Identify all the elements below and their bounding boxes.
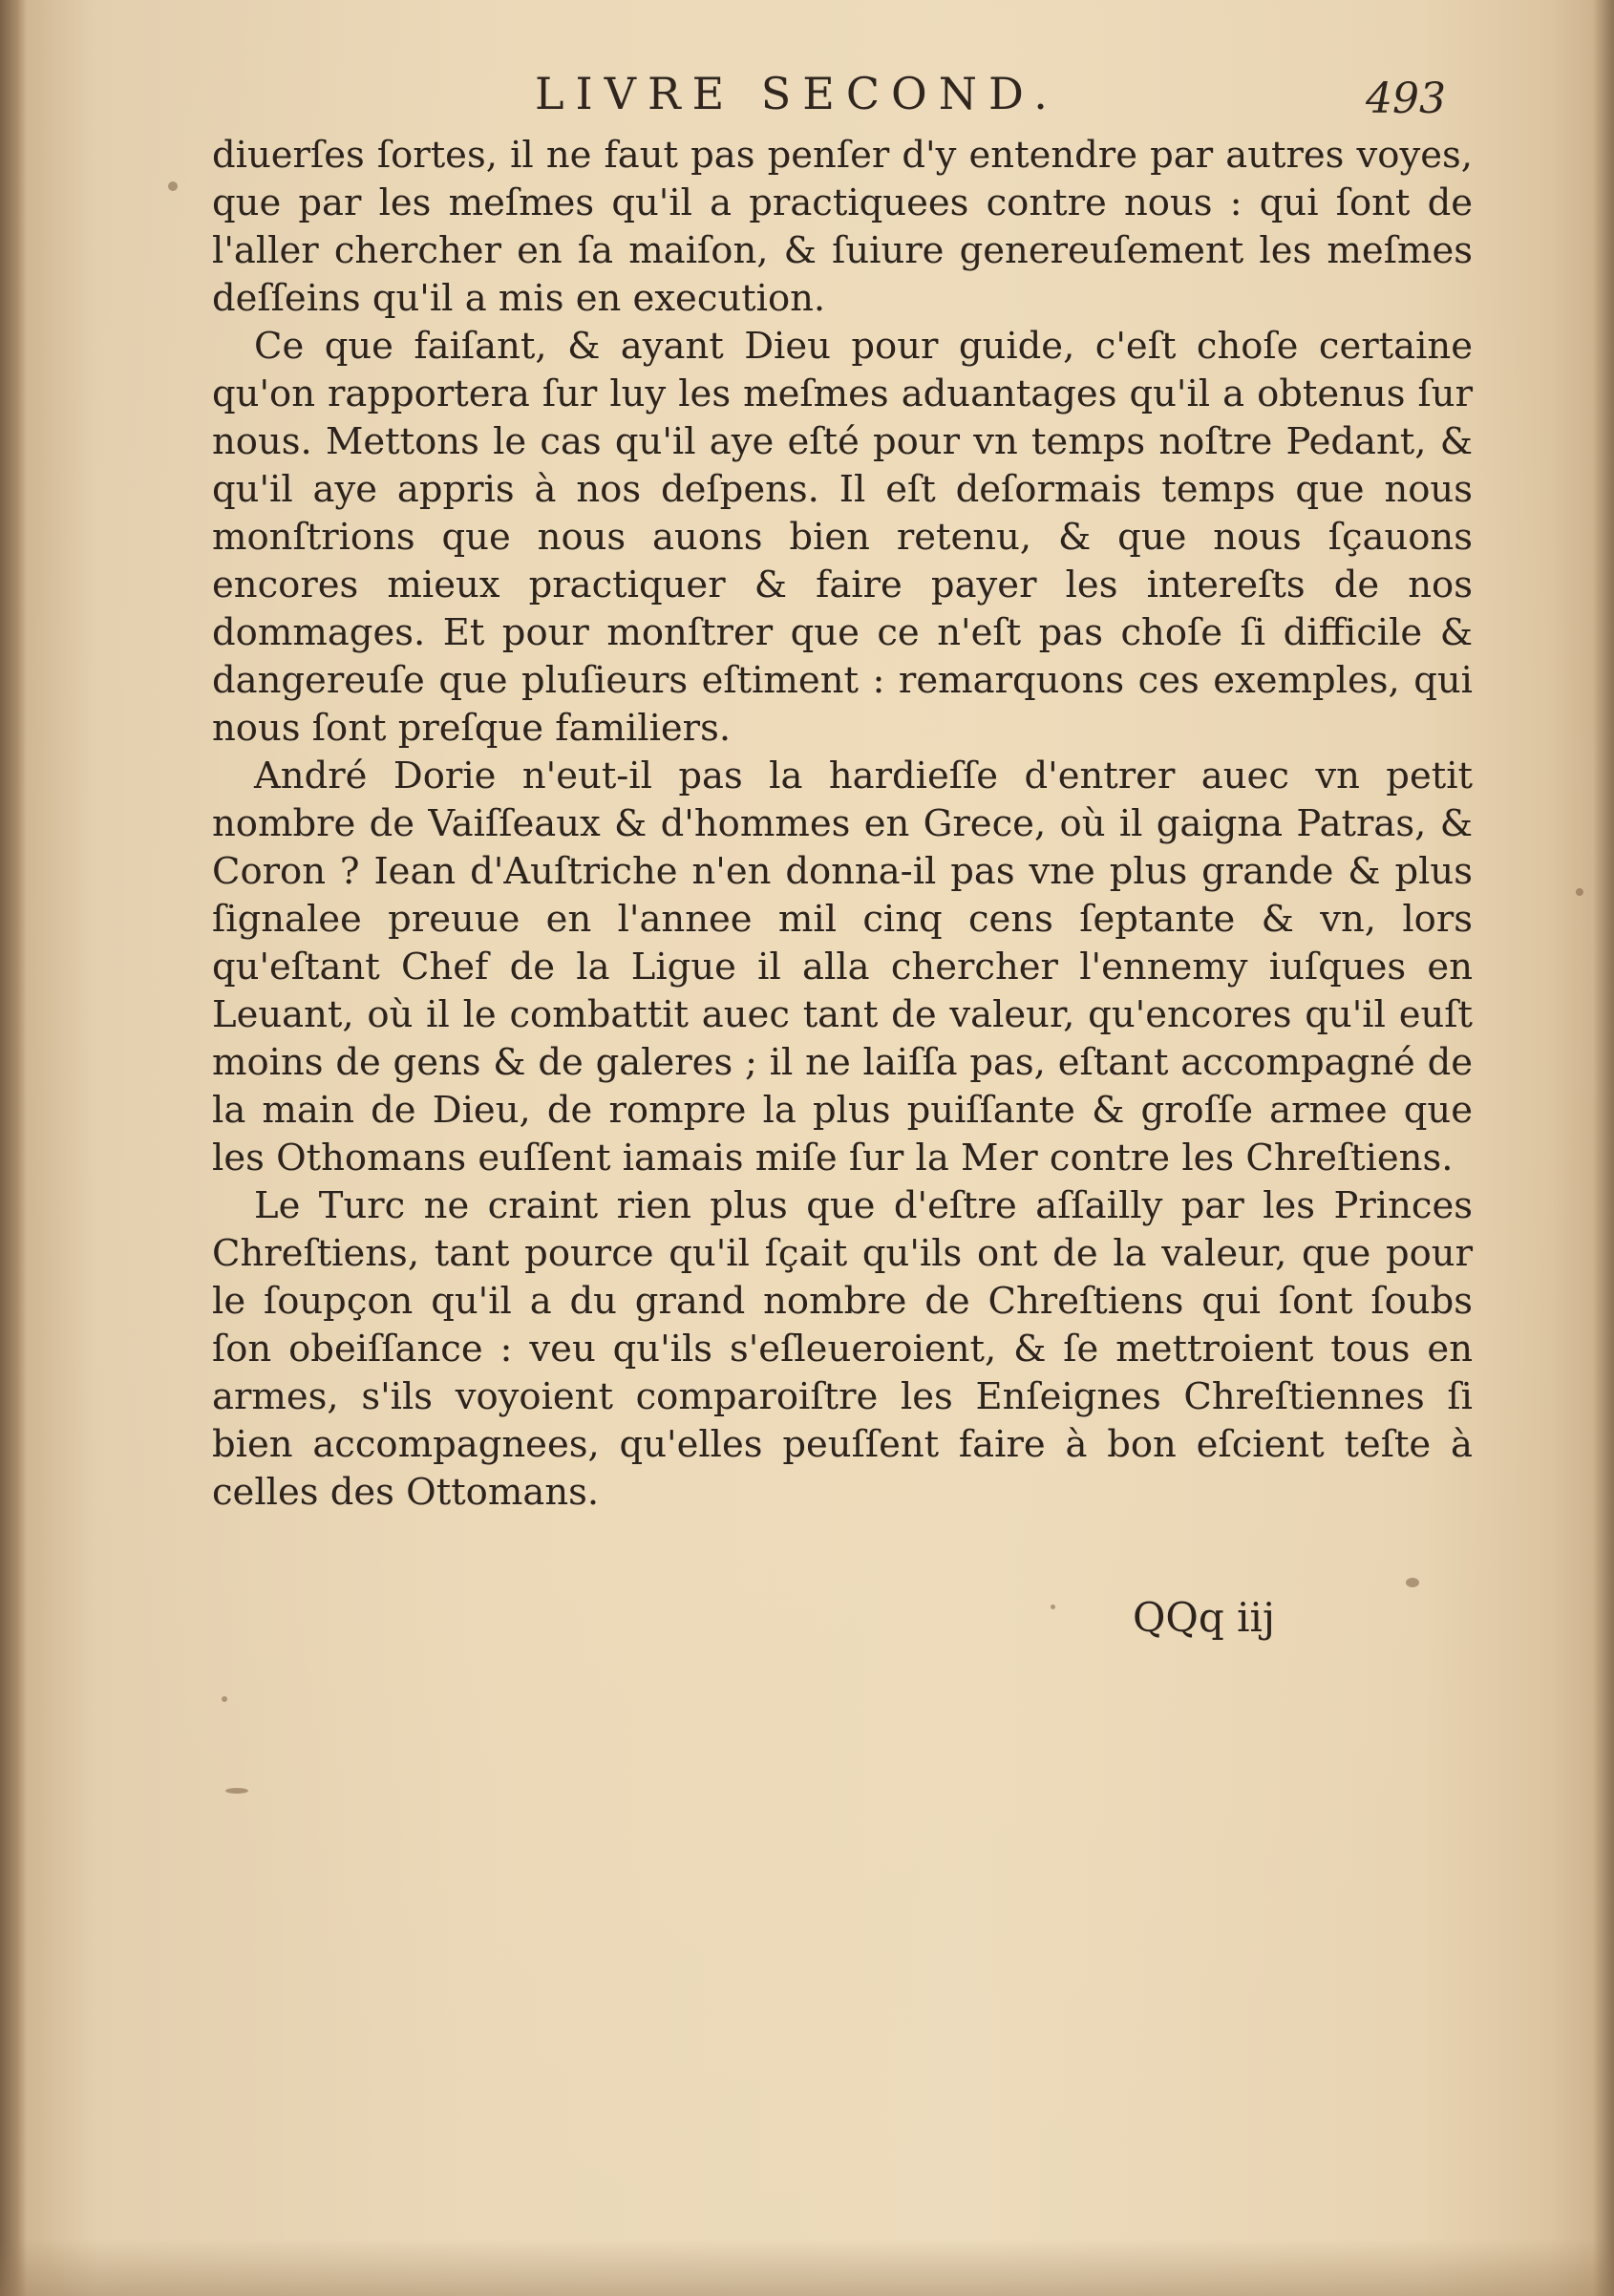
body-text [212, 132, 1473, 1517]
paper-speck [1051, 1605, 1055, 1609]
paper-speck [222, 1696, 227, 1702]
paragraph-4: Le Turc ne craint rien plus que d'eſtre aſſailly par les Princes Chreſtiens, tant pource qu'il ſçait qu'ils ont de la valeur, que pour le ſoupçon qu'il a du grand nombre de Chreſtiens qui ſont ſoubs ſon obeiſſance : veu qu'ils s'eſleueroient, & ſe mettroient tous en armes, s'ils voyoient comparoiſtre les Enſeignes Chreſtiennes ſi bien accompagnees, qu'elles peuſſent faire à bon eſcient teſte à celles des Ottomans. [212, 1184, 1473, 1514]
paragraph-3: André Dorie n'eut-il pas la hardieſſe d'entrer auec vn petit nombre de Vaiſſeaux & d'hommes en Grece, où il gaigna Patras, & Coron ? Iean d'Auſtriche n'en donna-il pas vne plus grande & plus ſignalee preuue en l'annee mil cinq cens ſeptante & vn, lors qu'eſtant Chef de la Ligue il alla chercher l'ennemy iuſques en Leuant, où il le combattit auec tant de valeur, qu'encores qu'il euſt moins de gens & de galeres ; il ne laiſſa pas, eſtant accompagné de la main de Dieu, de rompre la plus puiſſante & groſſe armee que les Othomans euſſent iamais miſe ſur la Mer contre les Chreſtiens. [212, 755, 1473, 1180]
page-bottom-shade [0, 2239, 1614, 2296]
paper-speck [1406, 1578, 1419, 1587]
signature-mark: QQq iij [1133, 1594, 1275, 1641]
paragraph-1: diuerſes ſortes, il ne faut pas penſer d'y entendre par autres voyes, que par les meſmes qu'il a practiquees contre nous : qui ſont de l'aller chercher en ſa maiſon, & ſuiure genereuſement les meſmes deſſeins qu'il a mis en execution. [212, 134, 1473, 320]
page-edge-shadow [1593, 0, 1614, 2296]
page-number: 493 [1366, 74, 1446, 123]
paper-speck [168, 181, 178, 191]
paper-speck [1576, 888, 1583, 896]
running-title: LIVRE SECOND. [535, 68, 1059, 119]
gutter-shadow [0, 0, 27, 2296]
paragraph-2: Ce que faiſant, & ayant Dieu pour guide, c'eſt choſe certaine qu'on rapportera ſur luy les meſmes aduantages qu'il a obtenus ſur nous. Mettons le cas qu'il aye eſté pour vn temps noſtre Pedant, & qu'il aye appris à nos deſpens. Il eſt deſormais temps que nous monſtrions que nous auons bien retenu, & que nous ſçauons encores mieux practiquer & faire payer les intereſts de nos dommages. Et pour monſtrer que ce n'eſt pas choſe ſi difficile & dangereuſe que pluſieurs eſtiment : remarquons ces exemples, qui nous ſont preſque familiers. [212, 325, 1473, 750]
paper-speck [225, 1788, 248, 1794]
